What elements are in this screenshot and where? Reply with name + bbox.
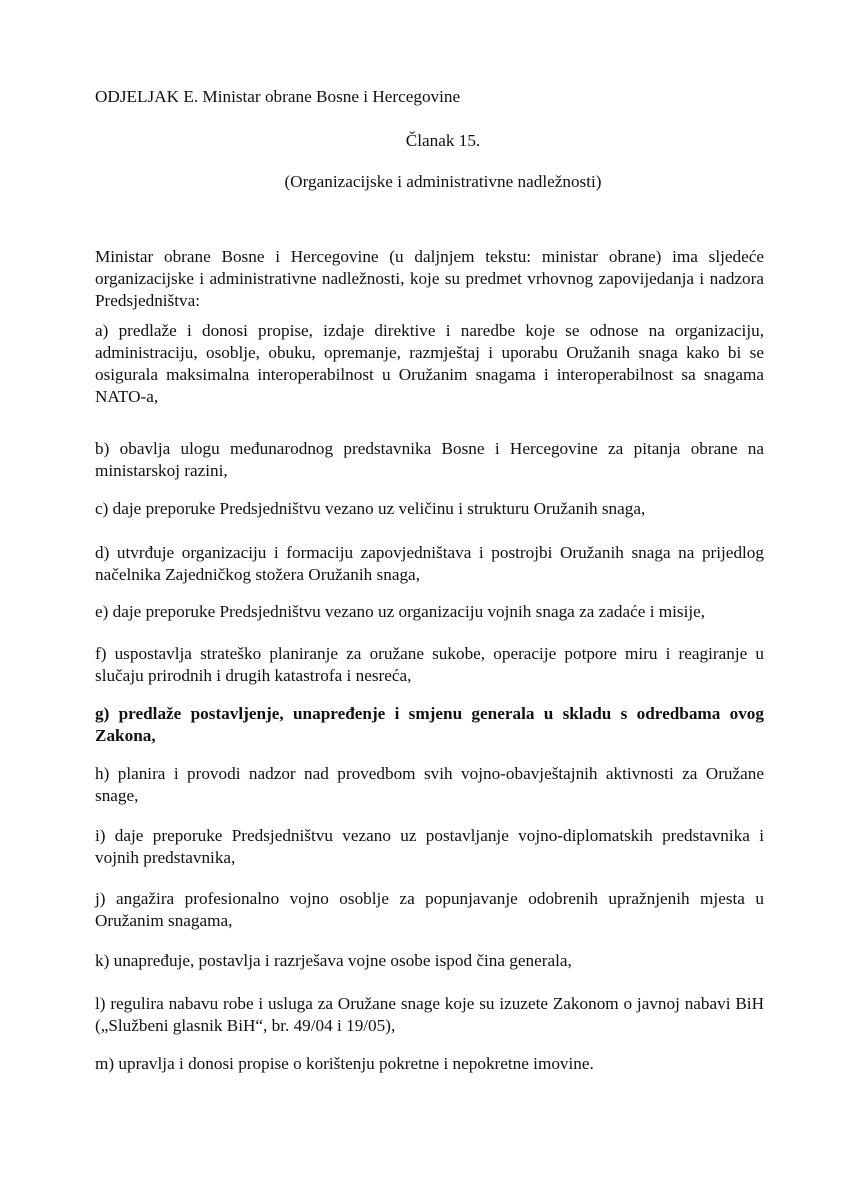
list-item-i: i) daje preporuke Predsjedništvu vezano uz postavljanje vojno-diplomatskih predstavnika i vojnih predstavnika, — [95, 826, 764, 867]
article-subtitle: (Organizacijske i administrativne nadležnosti) — [284, 172, 602, 191]
list-item-f: f) uspostavlja strateško planiranje za oružane sukobe, operacije potpore miru i reagiranje u slučaju prirodnih i drugih katastrofa i nesreća, — [95, 644, 764, 685]
list-item-h: h) planira i provodi nadzor nad provedbom svih vojno-obavještajnih aktivnosti za Oružane snage, — [95, 764, 764, 805]
section-heading: ODJELJAK E. Ministar obrane Bosne i Hercegovine — [95, 87, 461, 106]
list-item-c: c) daje preporuke Predsjedništvu vezano uz veličinu i strukturu Oružanih snaga, — [95, 499, 646, 518]
intro-paragraph: Ministar obrane Bosne i Hercegovine (u daljnjem tekstu: ministar obrane) ima sljedeće organizacijske i administrativne nadležnosti, koje su predmet vrhovnog zapovijedanja i nadzora Predsjedništva: — [95, 247, 764, 310]
list-item-b: b) obavlja ulogu međunarodnog predstavnika Bosne i Hercegovine za pitanja obrane na ministarskoj razini, — [95, 439, 764, 480]
list-item-k: k) unapređuje, postavlja i razrješava vojne osobe ispod čina generala, — [95, 951, 572, 970]
list-item-l: l) regulira nabavu robe i usluga za Oružane snage koje su izuzete Zakonom o javnoj nabavi BiH („Službeni glasnik BiH“, br. 49/04 i 19/05), — [95, 994, 764, 1035]
list-item-a: a) predlaže i donosi propise, izdaje direktive i naredbe koje se odnose na organizaciju, administraciju, osoblje, obuku, opremanje, razmještaj i uporabu Oružanih snaga kako bi se osigurala maksimalna interoperabilnost u Oružanim snagama i interoperabilnost sa snagama NATO-a, — [95, 321, 764, 406]
list-item-d: d) utvrđuje organizaciju i formaciju zapovjedništava i postrojbi Oružanih snaga na prijedlog načelnika Zajedničkog stožera Oružanih snaga, — [95, 543, 764, 584]
list-item-m: m) upravlja i donosi propise o korištenju pokretne i nepokretne imovine. — [95, 1054, 594, 1073]
list-item-e: e) daje preporuke Predsjedništvu vezano uz organizaciju vojnih snaga za zadaće i misije, — [95, 602, 706, 621]
list-item-j: j) angažira profesionalno vojno osoblje za popunjavanje odobrenih upražnjenih mjesta u Oružanim snagama, — [95, 889, 764, 930]
list-item-g: g) predlaže postavljenje, unapređenje i smjenu generala u skladu s odredbama ovog Zakona, — [95, 704, 764, 745]
article-number: Članak 15. — [405, 131, 481, 150]
